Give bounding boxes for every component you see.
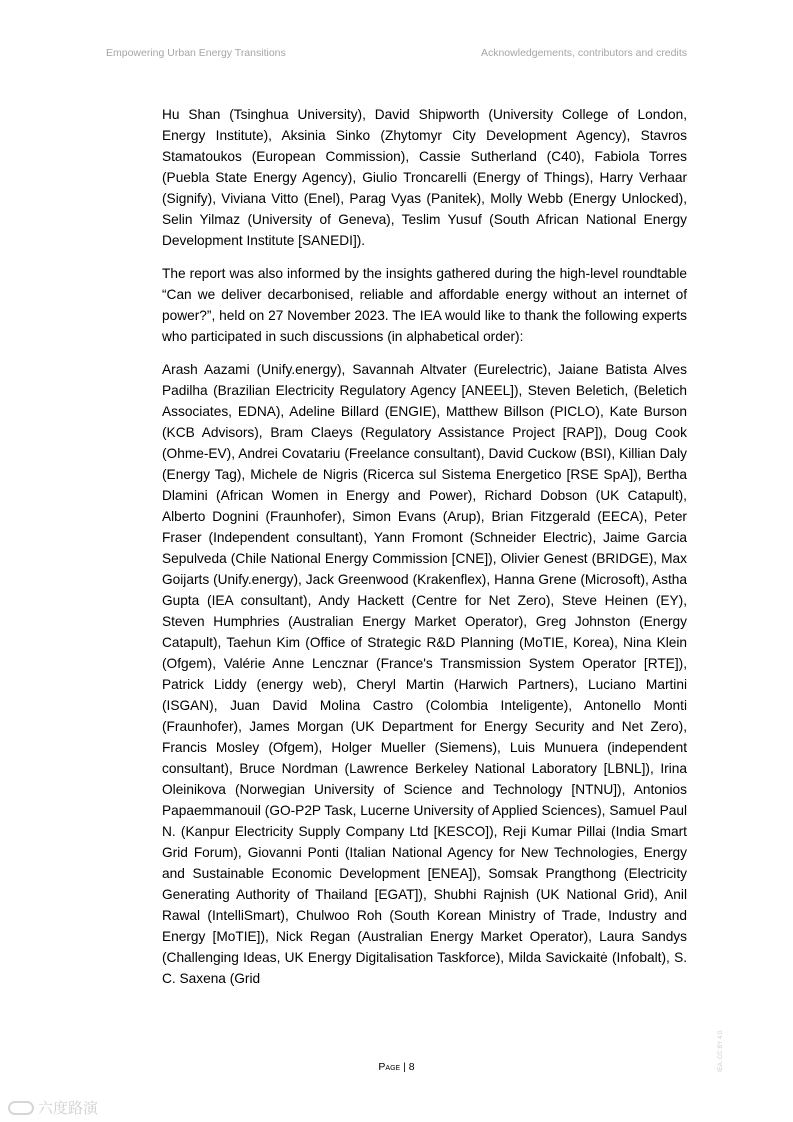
license-note: IEA. CC BY 4.0. [718, 1029, 724, 1072]
page-separator: | [400, 1061, 409, 1073]
paragraph-roundtable-intro: The report was also informed by the insights gathered during the high-level roundtable “Can we deliver decarbonised, reliable and affordable energy without an internet of power?”, held on 27 November 2023. The IEA would like to thank the following experts who participated in such discussions (in alphabetical order): [162, 266, 687, 344]
page-label: Page [378, 1061, 401, 1073]
watermark-text: 六度路演 [38, 1100, 99, 1117]
watermark-logo-icon [8, 1101, 34, 1115]
watermark [8, 1097, 98, 1118]
paragraph-roundtable-experts: Arash Aazami (Unify.energy), Savannah Altvater (Eurelectric), Jaiane Batista Alves Padilha (Brazilian Electricity Regulatory Agency [ANEEL]), Steven Beletich, (Beletich Associates, EDNA), Adeline Billard (ENGIE), Matthew Billson (PICLO), Kate Burson (KCB Advisors), Bram Claeys (Regulatory Assistance Project [RAP]), Doug Cook (Ohme-EV), Andrei Covatariu (Freelance consultant), David Cuckow (BSI), Killian Daly (Energy Tag), Michele de Nigris (Ricerca sul Sistema Energetico [RSE SpA]), Bertha Dlamini (African Women in Energy and Power), Richard Dobson (UK Catapult), Alberto Dognini (Fraunhofer), Simon Evans (Arup), Brian Fitzgerald (EECA), Peter Fraser (Independent consultant), Yann Fromont (Schneider Electric), Jaime Garcia Sepulveda (Chile National Energy Commission [CNE]), Olivier Genest (BRIDGE), Max Goijarts (Unify.energy), Jack Greenwood (Krakenflex), Hanna Grene (Microsoft), Astha Gupta (IEA consultant), Andy Hackett (Centre for Net Zero), Steve Heinen (EY), Steven Humphries (Australian Energy Market Operator), Greg Johnston (Energy Catapult), Taehun Kim (Office of Strategic R&D Planning (MoTIE, Korea), Nina Klein (Ofgem), Valérie Anne Lencznar (France's Transmission System Operator [RTE]), Patrick Liddy (energy web), Cheryl Martin (Harwich Partners), Luciano Martini (ISGAN), Juan David Molina Castro (Colombia Inteligente), Antonello Monti (Fraunhofer), James Morgan (UK Department for Energy Security and Net Zero), Francis Mosley (Ofgem), Holger Mueller (Siemens), Luis Munuera (independent consultant), Bruce Nordman (Lawrence Berkeley National Laboratory [LBNL]), Irina Oleinikova (Norwegian University of Science and Technology [NTNU]), Antonios Papaemmanouil (GO-P2P Task, Lucerne University of Applied Sciences), Samuel Paul N. (Kanpur Electricity Supply Company Ltd [KESCO]), Reji Kumar Pillai (India Smart Grid Forum), Giovanni Ponti (Italian National Agency for New Technologies, Energy and Sustainable Economic Development [ENEA]), Somsak Prangthong (Electricity Generating Authority of Thailand [EGAT]), Shubhi Rajnish (UK National Grid), Anil Rawal (IntelliSmart), Chulwoo Roh (South Korean Ministry of Trade, Industry and Energy [MoTIE]), Nick Regan (Australian Energy Market Operator), Laura Sandys (Challenging Ideas, UK Energy Digitalisation Taskforce), Milda Savickaitė (Infobalt), S. C. Saxena (Grid [162, 362, 687, 986]
body-text [162, 104, 687, 1001]
running-header-title: Empowering Urban Energy Transitions [106, 47, 286, 59]
running-header-section: Acknowledgements, contributors and credits [480, 47, 687, 59]
page-footer [0, 1061, 793, 1073]
page-number: 8 [408, 1061, 415, 1073]
paragraph-contributors-continued: Hu Shan (Tsinghua University), David Shipworth (University College of London, Energy Institute), Aksinia Sinko (Zhytomyr City Development Agency), Stavros Stamatoukos (European Commission), Cassie Sutherland (C40), Fabiola Torres (Puebla State Energy Agency), Giulio Troncarelli (Energy of Things), Harry Verhaar (Signify), Viviana Vitto (Enel), Parag Vyas (Panitek), Molly Webb (Energy Unlocked), Selin Yilmaz (University of Geneva), Teslim Yusuf (South African National Energy Development Institute [SANEDI]). [162, 107, 687, 248]
